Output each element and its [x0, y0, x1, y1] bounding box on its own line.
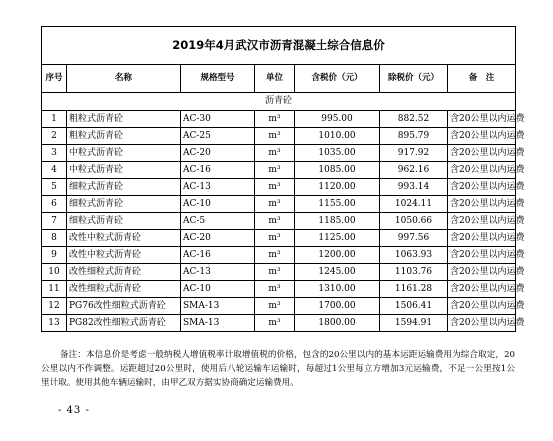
row-price-without-tax: 997.56 [380, 230, 448, 247]
row-price-with-tax: 1155.00 [295, 196, 380, 213]
row-price-without-tax: 1506.41 [380, 298, 448, 315]
row-unit: m³ [255, 315, 295, 332]
row-index: 10 [42, 264, 67, 281]
row-spec: AC-16 [181, 162, 255, 179]
row-price-with-tax: 1085.00 [295, 162, 380, 179]
table-row [42, 145, 516, 162]
row-remark: 含20公里以内运费 [448, 264, 516, 281]
header-spec: 规格型号 [181, 65, 255, 93]
row-price-without-tax: 895.79 [380, 128, 448, 145]
row-price-without-tax: 993.14 [380, 179, 448, 196]
row-remark: 含20公里以内运费 [448, 213, 516, 230]
table-row [42, 196, 516, 213]
row-price-with-tax: 1185.00 [295, 213, 380, 230]
row-spec: SMA-13 [181, 298, 255, 315]
row-name: PG82改性细粒式沥青砼 [67, 315, 181, 332]
row-price-with-tax: 1120.00 [295, 179, 380, 196]
row-unit: m³ [255, 230, 295, 247]
header-index: 序号 [42, 65, 67, 93]
row-index: 7 [42, 213, 67, 230]
row-index: 12 [42, 298, 67, 315]
row-name: 细粒式沥青砼 [67, 213, 181, 230]
table-row [42, 247, 516, 264]
row-unit: m³ [255, 298, 295, 315]
row-spec: SMA-13 [181, 315, 255, 332]
row-unit: m³ [255, 247, 295, 264]
table-row [42, 281, 516, 298]
row-price-with-tax: 1010.00 [295, 128, 380, 145]
row-unit: m³ [255, 179, 295, 196]
row-index: 8 [42, 230, 67, 247]
row-remark: 含20公里以内运费 [448, 179, 516, 196]
row-remark: 含20公里以内运费 [448, 196, 516, 213]
row-price-without-tax: 1103.76 [380, 264, 448, 281]
row-name: 改性中粒式沥青砼 [67, 247, 181, 264]
row-spec: AC-25 [181, 128, 255, 145]
table-row [42, 128, 516, 145]
header-price-without-tax: 除税价（元） [380, 65, 448, 93]
row-name: 中粒式沥青砼 [67, 145, 181, 162]
row-price-with-tax: 1200.00 [295, 247, 380, 264]
row-spec: AC-13 [181, 179, 255, 196]
row-index: 13 [42, 315, 67, 332]
row-name: 粗粒式沥青砼 [67, 111, 181, 128]
row-unit: m³ [255, 213, 295, 230]
row-index: 1 [42, 111, 67, 128]
row-name: PG76改性细粒式沥青砼 [67, 298, 181, 315]
row-index: 6 [42, 196, 67, 213]
price-table [41, 26, 525, 332]
row-price-without-tax: 962.16 [380, 162, 448, 179]
row-name: 中粒式沥青砼 [67, 162, 181, 179]
table-row [42, 111, 516, 128]
row-price-without-tax: 1161.28 [380, 281, 448, 298]
row-price-without-tax: 917.92 [380, 145, 448, 162]
row-name: 粗粒式沥青砼 [67, 128, 181, 145]
row-unit: m³ [255, 162, 295, 179]
header-name: 名称 [67, 65, 181, 93]
table-row [42, 315, 516, 332]
row-name: 细粒式沥青砼 [67, 179, 181, 196]
row-price-with-tax: 995.00 [295, 111, 380, 128]
row-name: 改性中粒式沥青砼 [67, 230, 181, 247]
row-spec: AC-10 [181, 196, 255, 213]
row-price-with-tax: 1125.00 [295, 230, 380, 247]
row-spec: AC-5 [181, 213, 255, 230]
row-name: 改性细粒式沥青砼 [67, 264, 181, 281]
row-index: 11 [42, 281, 67, 298]
row-remark: 含20公里以内运费 [448, 298, 516, 315]
row-remark: 含20公里以内运费 [448, 162, 516, 179]
row-price-without-tax: 1050.66 [380, 213, 448, 230]
table-row [42, 264, 516, 281]
footnote: 备注：本信息价是考虑一般纳税人增值税率计取增值税的价格，包含的20公里以内的基本运距运输费用为综合取定，20公里以内不作调整。运距超过20公里时，使用后八轮运输车运输时，每超过1公里每立方增加3元运输费，不足一公里按1公里计取。使用其他车辆运输时，由甲乙双方据实协商确定运输费用。 [41, 350, 515, 388]
row-spec: AC-13 [181, 264, 255, 281]
table-row [42, 213, 516, 230]
row-spec: AC-30 [181, 111, 255, 128]
row-unit: m³ [255, 281, 295, 298]
row-price-with-tax: 1245.00 [295, 264, 380, 281]
row-unit: m³ [255, 111, 295, 128]
row-price-with-tax: 1035.00 [295, 145, 380, 162]
page-number: - 43 - [58, 405, 90, 416]
row-unit: m³ [255, 264, 295, 281]
row-index: 5 [42, 179, 67, 196]
row-remark: 含20公里以内运费 [448, 230, 516, 247]
row-spec: AC-10 [181, 281, 255, 298]
row-unit: m³ [255, 196, 295, 213]
row-remark: 含20公里以内运费 [448, 145, 516, 162]
row-remark: 含20公里以内运费 [448, 128, 516, 145]
row-remark: 含20公里以内运费 [448, 247, 516, 264]
row-remark: 含20公里以内运费 [448, 315, 516, 332]
row-price-with-tax: 1310.00 [295, 281, 380, 298]
row-index: 3 [42, 145, 67, 162]
category-label: 沥青砼 [42, 93, 516, 111]
table-row [42, 230, 516, 247]
row-index: 4 [42, 162, 67, 179]
row-remark: 含20公里以内运费 [448, 281, 516, 298]
header-unit: 单位 [255, 65, 295, 93]
header-row [42, 65, 516, 93]
row-price-without-tax: 1063.93 [380, 247, 448, 264]
row-price-without-tax: 1024.11 [380, 196, 448, 213]
table-row [42, 298, 516, 315]
row-price-without-tax: 1594.91 [380, 315, 448, 332]
row-price-without-tax: 882.52 [380, 111, 448, 128]
row-unit: m³ [255, 145, 295, 162]
table-title: 2019年4月武汉市沥青混凝土综合信息价 [42, 27, 516, 65]
row-index: 9 [42, 247, 67, 264]
row-spec: AC-16 [181, 247, 255, 264]
row-index: 2 [42, 128, 67, 145]
table-row [42, 179, 516, 196]
header-price-with-tax: 含税价（元） [295, 65, 380, 93]
header-remark: 备 注 [448, 65, 516, 93]
row-name: 细粒式沥青砼 [67, 196, 181, 213]
row-price-with-tax: 1700.00 [295, 298, 380, 315]
table-row [42, 162, 516, 179]
row-price-with-tax: 1800.00 [295, 315, 380, 332]
row-spec: AC-20 [181, 145, 255, 162]
row-name: 改性细粒式沥青砼 [67, 281, 181, 298]
row-spec: AC-20 [181, 230, 255, 247]
row-remark: 含20公里以内运费 [448, 111, 516, 128]
row-unit: m³ [255, 128, 295, 145]
